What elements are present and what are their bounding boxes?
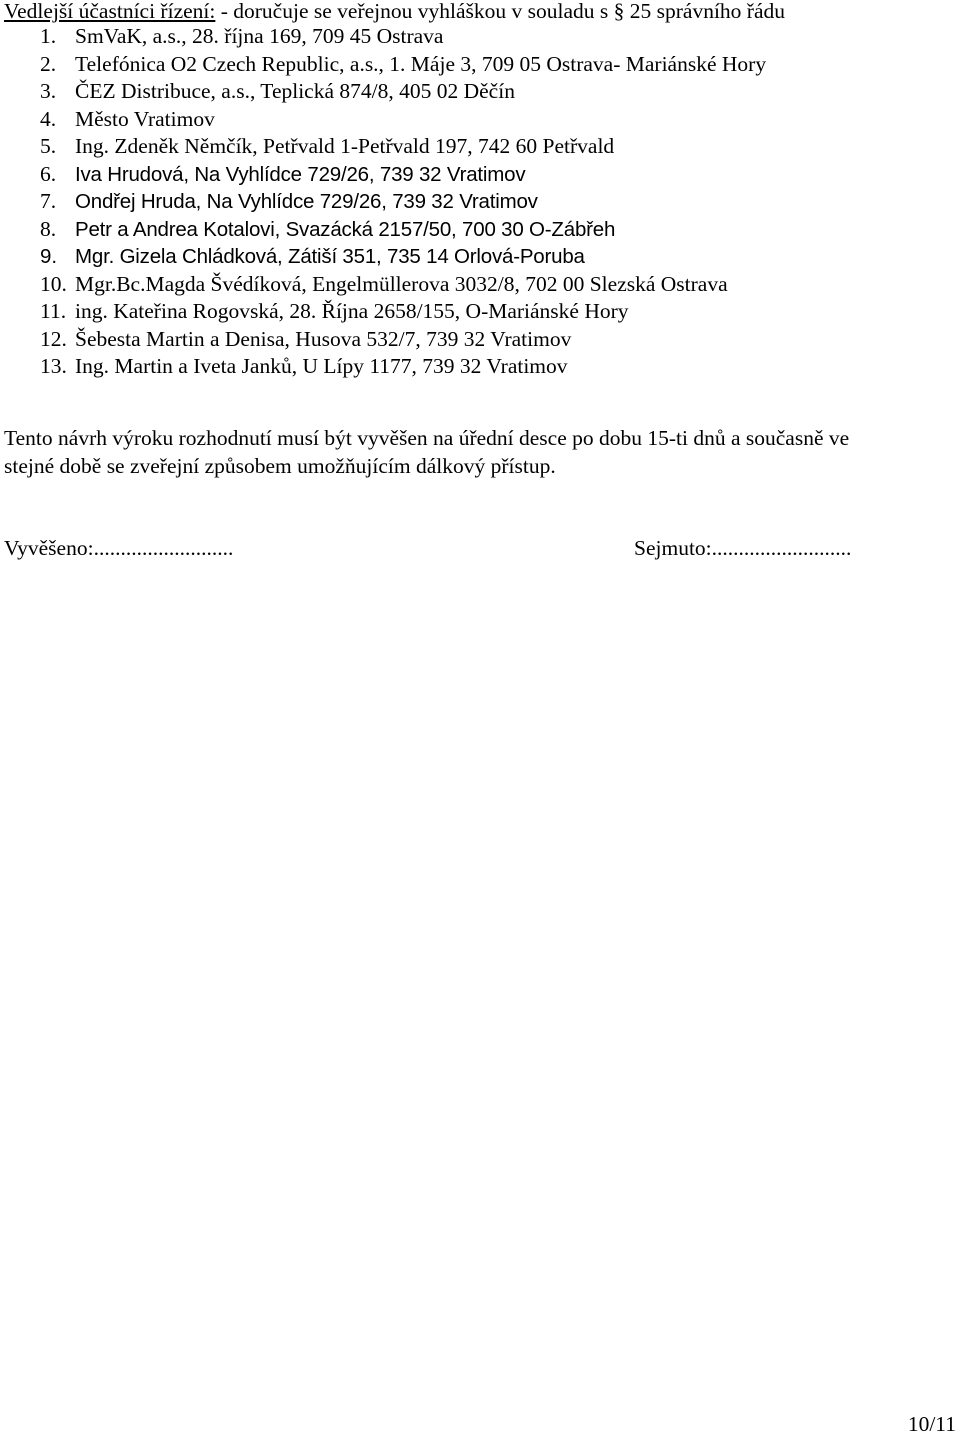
list-item-number: 11.: [40, 299, 67, 323]
list-item-number: 5.: [40, 134, 57, 158]
list-item-text: Mgr.Bc.Magda Švédíková, Engelmüllerova 3032/8, 702 00 Slezská Ostrava: [75, 271, 728, 296]
list-item-text: SmVaK, a.s., 28. října 169, 709 45 Ostrava: [75, 24, 444, 48]
list-item-number: 4.: [40, 106, 57, 131]
notice-line-2: stejné době se zveřejní způsobem umožňujícím dálkový přístup.: [4, 454, 556, 478]
list-item-text: Petr a Andrea Kotalovi, Svazácká 2157/50, 700 30 O-Zábřeh: [75, 217, 616, 241]
list-item-text: Město Vratimov: [75, 106, 215, 131]
list-item-number: 2.: [40, 51, 57, 76]
page-number: 10/11: [907, 1412, 956, 1436]
notice-line-1: Tento návrh výroku rozhodnutí musí být vyvěšen na úřední desce po dobu 15-ti dnů a současně ve: [4, 426, 850, 450]
list-item-text: ČEZ Distribuce, a.s., Teplická 874/8, 405 02 Děčín: [75, 79, 515, 103]
list-item-number: 10.: [40, 271, 67, 296]
participants-heading-label: Vedlejší účastníci řízení:: [4, 0, 216, 23]
list-item-number: 12.: [40, 326, 67, 351]
list-item-number: 8.: [40, 216, 57, 241]
list-item-text: Telefónica O2 Czech Republic, a.s., 1. Máje 3, 709 05 Ostrava- Mariánské Hory: [75, 51, 767, 76]
list-item-text: Mgr. Gizela Chládková, Zátiší 351, 735 14 Orlová-Poruba: [75, 245, 585, 268]
participants-heading-note: - doručuje se veřejnou vyhláškou v souladu s § 25 správního řádu: [215, 0, 785, 23]
list-item-number: 9.: [40, 245, 58, 268]
list-item-number: 7.: [40, 189, 57, 213]
list-item-text: Ondřej Hruda, Na Vyhlídce 729/26, 739 32 Vratimov: [75, 190, 538, 213]
list-item-text: ing. Kateřina Rogovská, 28. Října 2658/155, O-Mariánské Hory: [75, 299, 629, 323]
list-item-number: 3.: [40, 79, 57, 103]
removed-date-field: Sejmuto:..........................: [634, 536, 852, 560]
notice-paragraph: [4, 424, 960, 480]
list-item-number: 6.: [40, 161, 57, 186]
list-item-text: Iva Hrudová, Na Vyhlídce 729/26, 739 32 Vratimov: [75, 162, 526, 186]
list-item-text: Ing. Zdeněk Němčík, Petřvald 1-Petřvald 197, 742 60 Petřvald: [75, 134, 615, 158]
list-item-number: 1.: [40, 24, 57, 48]
posted-date-field: Vyvěšeno:..........................: [4, 536, 234, 560]
list-item-text: Šebesta Martin a Denisa, Husova 532/7, 739 32 Vratimov: [75, 326, 572, 351]
list-item-text: Ing. Martin a Iveta Janků, U Lípy 1177, 739 32 Vratimov: [75, 354, 568, 378]
participants-heading: [4, 0, 785, 25]
list-item-number: 13.: [40, 354, 67, 378]
